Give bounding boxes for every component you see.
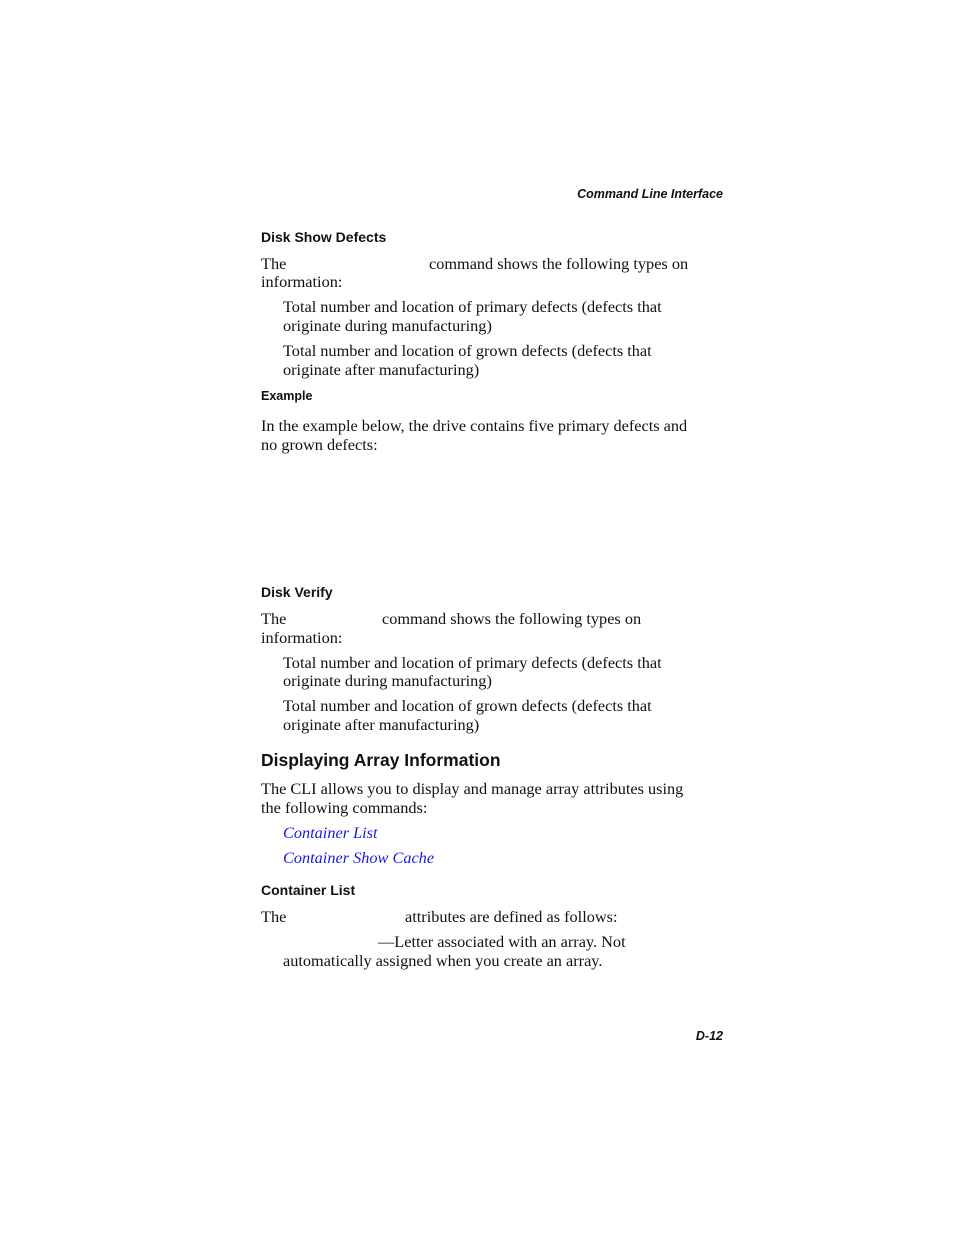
paragraph-text: information: bbox=[261, 272, 343, 291]
list-item: originate during manufacturing) bbox=[283, 671, 492, 690]
paragraph-text: The bbox=[261, 907, 287, 926]
paragraph-text: command shows the following types on bbox=[429, 254, 689, 273]
paragraph-text: The bbox=[261, 254, 287, 273]
list-item: Total number and location of grown defects (defects that bbox=[283, 696, 652, 715]
paragraph-text: command shows the following types on bbox=[382, 609, 642, 628]
list-item: automatically assigned when you create an array. bbox=[283, 951, 603, 970]
link-container-list[interactable]: Container List bbox=[283, 823, 378, 842]
list-item: originate after manufacturing) bbox=[283, 715, 480, 734]
paragraph-text: The bbox=[261, 609, 287, 628]
paragraph-text: attributes are defined as follows: bbox=[405, 907, 618, 926]
page-number: D-12 bbox=[695, 1029, 723, 1043]
list-item: originate after manufacturing) bbox=[283, 360, 480, 379]
paragraph-text: no grown defects: bbox=[261, 435, 378, 454]
running-head: Command Line Interface bbox=[577, 187, 723, 201]
link-container-show-cache[interactable]: Container Show Cache bbox=[283, 848, 435, 867]
list-item: Total number and location of primary defects (defects that bbox=[283, 653, 662, 672]
paragraph-text: In the example below, the drive contains five primary defects and bbox=[261, 416, 688, 435]
paragraph-text: The CLI allows you to display and manage array attributes using bbox=[261, 779, 684, 798]
list-item: Total number and location of primary defects (defects that bbox=[283, 297, 662, 316]
list-item: Total number and location of grown defects (defects that bbox=[283, 341, 652, 360]
section-heading-disk-verify: Disk Verify bbox=[261, 584, 333, 600]
section-heading-container-list: Container List bbox=[261, 882, 356, 898]
list-item: —Letter associated with an array. Not bbox=[378, 932, 626, 951]
paragraph-text: the following commands: bbox=[261, 798, 428, 817]
section-heading-displaying-array-information: Displaying Array Information bbox=[261, 750, 501, 770]
subsection-heading-example: Example bbox=[261, 389, 313, 403]
section-heading-disk-show-defects: Disk Show Defects bbox=[261, 229, 387, 245]
paragraph-text: information: bbox=[261, 628, 343, 647]
list-item: originate during manufacturing) bbox=[283, 316, 492, 335]
